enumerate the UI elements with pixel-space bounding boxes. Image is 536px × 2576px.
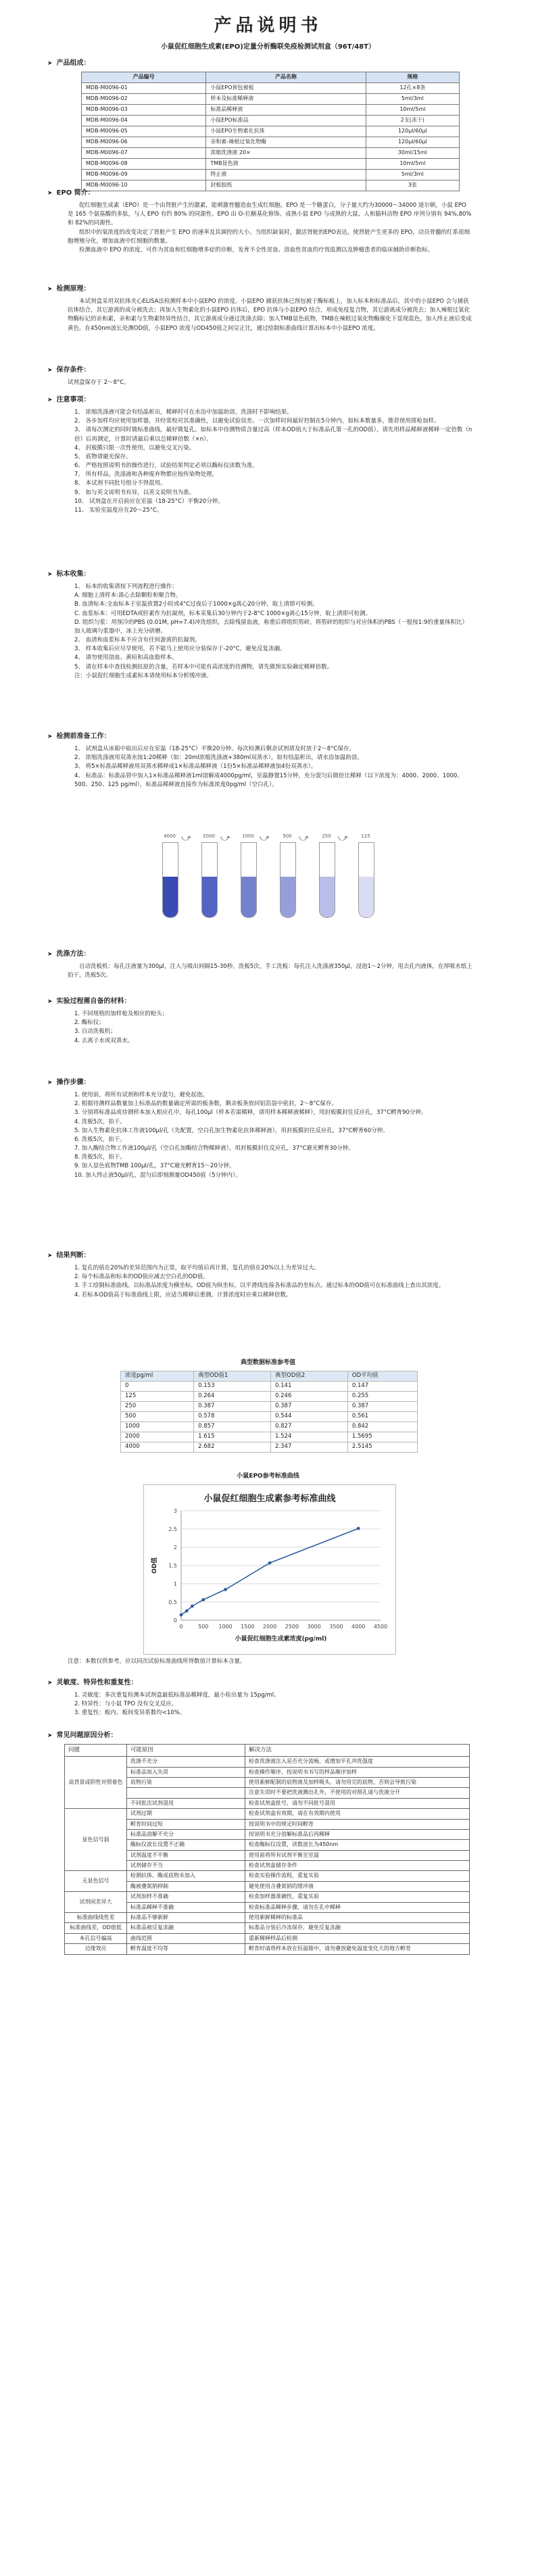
section-wash: ➤ 洗涤方法： — [47, 950, 91, 958]
dilution-tube — [162, 842, 178, 918]
table-cell: 0.153 — [194, 1382, 271, 1392]
operation-list — [74, 1091, 473, 1180]
list-item: 6. 洗板5次，拍干。 — [74, 1136, 126, 1143]
intro-para: 促红细胞生成素（EPO）是一个由肾脏产生的激素，能刺激骨髓造血生成红细胞。EPO 是一个糖蛋白，分子量大约为30000～34000 道尔顿，小鼠 EPO 是 165 个氨基酸的多肽，与人 EPO 有约 80% 的同源性。EPO 由 O-位糖基化修饰。成熟小鼠 EPO 与成熟的大鼠、人和猫科动物 EPO 序列分别有 94%,80%和 82%的同源性。 — [68, 202, 472, 227]
list-item: 4. 若标本OD值高于标准曲线上限，应适当稀释后重测，计算浓度时应乘以稀释倍数。 — [74, 1291, 292, 1298]
list-item: 3. 重复性：板内、板间变异系数均<10%。 — [74, 1709, 186, 1717]
table-cell: TMB显色液 — [206, 159, 366, 170]
table-cell: 0.387 — [271, 1402, 348, 1412]
list-item: 5、 底物请避光保存。 — [74, 453, 132, 460]
list-item: 4、 请勿使用溶血、黄疸和高血脂样本。 — [74, 654, 178, 662]
table-cell: 0.578 — [194, 1412, 271, 1422]
arrow-icon: ⤻ — [260, 833, 270, 844]
arrow-icon: ⤻ — [338, 833, 348, 844]
table-cell: MDB-M0096-06 — [82, 137, 206, 148]
y-tick-label: 1 — [173, 1581, 177, 1587]
principle-text: 本试剂盒采用双抗体夹心ELISA法检测样本中小鼠EPO 的浓度。小鼠EPO 捕获抗体已预包被于酶标板上，加入标本和标准品后，其中的小鼠EPO 会与捕获抗体结合，其它游离的成分被洗去；再加入生物素化的小鼠EPO 抗体后，EPO 抗体与小鼠EPO 结合，形成免疫复合物，其它游离成分被洗去；加入辣根过氧化物酶标记的亲和素，亲和素与生物素特异性结合，其它游离成分通过洗涤去除；加入TMB显色底物，TMB在辣根过氧化物酶催化下显现蓝色，加入终止液后变成黄色。在450nm波长处测OD值，小鼠EPO 浓度与OD450值之间呈正比，通过绘制标准曲线计算出标本中小鼠EPO 浓度。 — [68, 298, 472, 332]
table-cell: 样本及标准稀释液 — [206, 94, 366, 105]
list-item: 1. 灵敏度：多次重复检测本试剂盒最低标准品稀释度，最小检出量为 15pg/ml。 — [74, 1692, 280, 1699]
x-tick-label: 4000 — [351, 1624, 366, 1630]
table-cell: 0.857 — [194, 1422, 271, 1432]
solution-cell: 使用新鲜稀释的标准品 — [245, 1913, 470, 1923]
x-tick-label: 1000 — [218, 1624, 233, 1630]
y-axis-label: OD值 — [151, 1557, 158, 1574]
solution-cell: 检查试剂盒批号，请勿不同批号混用 — [245, 1798, 470, 1808]
tube-fill — [320, 877, 335, 917]
table-cell: 小鼠EPO生物素化抗体 — [206, 126, 366, 137]
chart-container — [143, 1484, 396, 1655]
table-cell: 0.827 — [271, 1422, 348, 1432]
table-cell: 10ml/5ml — [366, 159, 459, 170]
solution-cell: 注意失误时不要把洗液溅出孔外，不使用的对照孔请与洗液分开 — [245, 1788, 470, 1798]
list-item: 2. 每个标准品和标本的OD值应减去空白孔的OD值。 — [74, 1273, 209, 1281]
standard-table — [120, 1371, 418, 1453]
table-cell: 浓缩洗涤液 20× — [206, 148, 366, 159]
column-header: OD平均值 — [347, 1371, 417, 1382]
table-cell: 500 — [121, 1412, 194, 1422]
section-operation: ➤ 操作步骤： — [47, 1079, 91, 1086]
table-cell: 30ml/15ml — [366, 148, 459, 159]
column-header: 产品名称 — [206, 72, 366, 83]
table-cell: MDB-M0096-07 — [82, 148, 206, 159]
list-item: 4. 洗板5次，拍干。 — [74, 1118, 126, 1125]
cause-cell: 检测抗体、酶或底物未加入 — [127, 1871, 245, 1881]
data-point — [191, 1605, 194, 1608]
list-item: 3. 手工绘制标准曲线。以标准品浓度为横坐标，OD值为纵坐标，以平滑线连接各标准品的坐标点。通过标本的OD值可在标准曲线上查出其浓度。 — [74, 1282, 445, 1290]
cause-cell: 标准品被反复冻融 — [127, 1923, 245, 1933]
table-row — [82, 105, 460, 116]
cause-cell: 不同批次试剂混用 — [127, 1798, 245, 1808]
table-cell: 120μl/60μl — [366, 126, 459, 137]
table-row — [82, 148, 460, 159]
section-sensitivity: ➤ 灵敏度、特异性和重复性： — [47, 1679, 138, 1686]
table-cell: 0.561 — [347, 1412, 417, 1422]
list-item: 4、 标准品：标准品管中加入1×标准品稀释液1ml溶解成4000pg/ml，室温静置15分钟，充分混匀后做倍比稀释（以下浓度为：4000、2000、1000、500、250、125 pg/ml），标准品稀释液直接作为标准浓度0pg/ml（空白孔）。 — [74, 772, 463, 788]
solution-cell: 重新稀释样品后检测 — [245, 1933, 470, 1943]
list-item: 2. 特异性：与小鼠 TPO 没有交叉反应。 — [74, 1701, 178, 1708]
tube-fill — [202, 877, 217, 917]
table-cell: 0.246 — [271, 1392, 348, 1402]
table-cell: 0 — [121, 1382, 194, 1392]
dilution-tube — [319, 842, 335, 918]
problem-cell: 边缘效应 — [65, 1944, 127, 1954]
list-item: A. 细胞上清样本:离心去除颗粒和聚合物。 — [74, 592, 182, 600]
storage-text: 试剂盒保存于 2～8°C。 — [68, 379, 130, 386]
list-item: 10. 加入终止液50μl/孔，混匀后即刻测量OD450值（5分钟内）。 — [74, 1171, 241, 1179]
intro-text — [68, 201, 473, 255]
dilution-tube — [280, 842, 296, 918]
table-cell: 0.147 — [347, 1382, 417, 1392]
tube-label: 250 — [322, 833, 331, 839]
cause-cell: 底物污染 — [127, 1777, 245, 1787]
cause-cell: 孵育时间过短 — [127, 1819, 245, 1829]
solution-cell: 使用新鲜配制的底物液及加样吸头，请勿用完的底物，否则会导致污染 — [245, 1777, 470, 1787]
list-item: 1. 使用前，将所有试剂和样本充分混匀，避免起泡。 — [74, 1092, 208, 1098]
data-point — [268, 1561, 272, 1565]
table-cell: 250 — [121, 1402, 194, 1412]
table-cell: 1000 — [121, 1422, 194, 1432]
solution-cell: 检查洗涤液注入是否充分流畅，或增加平孔冲洗强度 — [245, 1757, 470, 1767]
section-prep: ➤ 检测前准备工作： — [47, 733, 111, 740]
table-row — [121, 1392, 418, 1402]
table-cell: 1.5695 — [347, 1432, 417, 1442]
table-cell: MDB-M0096-09 — [82, 170, 206, 180]
table-cell: MDB-M0096-01 — [82, 83, 206, 94]
table-cell: 5ml/3ml — [366, 94, 459, 105]
y-tick-label: 3 — [173, 1508, 177, 1514]
table-row — [82, 159, 460, 170]
list-item: 1. 复孔的值在20%的差异范围内为正常，取平均值后再计算，复孔的值在20%以上为差异过大。 — [74, 1265, 320, 1271]
problem-cell: 高背景或阴性对照着色 — [65, 1757, 127, 1809]
list-item: 3. 自动洗板机； — [74, 1028, 116, 1036]
cause-cell: 试剂过期 — [127, 1809, 245, 1819]
x-tick-label: 500 — [198, 1624, 209, 1630]
table-cell: 120μl/60μl — [366, 137, 459, 148]
table-cell: 0.842 — [347, 1422, 417, 1432]
column-header: 典型OD值2 — [271, 1371, 348, 1382]
table-cell: 12孔×8条 — [366, 83, 459, 94]
list-item: 注：小鼠促红细胞生成素标本请使用标本分析缓冲液。 — [74, 672, 213, 679]
list-item: 2. 根据待测样品数量加上标准品的数量确定所需的板条数，剩余板条放回铝箔袋中密封，2～8°C保存。 — [74, 1100, 337, 1108]
table-cell: 10ml/5ml — [366, 105, 459, 116]
intro-para: 组织中的氧浓度的改变决定了肾脏产生 EPO 的速率及其调控的大小。当组织缺氧时，激活肾脏的EPO表达，使肾脏产生更多的 EPO，动员骨髓的红系祖细胞增殖分化，增加血液中红细胞的数量。 — [68, 228, 470, 245]
list-item: B. 血清标本:全血标本于室温放置2小时或4°C过夜后于1000×g离心20分钟，取上清即可检测。 — [74, 601, 318, 608]
list-item: 7、 所有样品，洗涤液和各种废弃物都应按传染物处理。 — [74, 471, 218, 479]
cause-cell: 洗涤不充分 — [127, 1757, 245, 1767]
wash-text: 自动洗板机：每孔注液量为300μl，注入与吸出间隔15-30秒，洗板5次。手工洗板：每孔注入洗涤液350μl，浸泡1～2分钟，甩去孔内液体，在厚吸水纸上拍干，洗板5次。 — [68, 963, 472, 979]
column-header: 解决方法 — [245, 1745, 470, 1757]
table-row — [65, 1944, 470, 1954]
x-tick-label: 3500 — [329, 1624, 343, 1630]
table-row — [82, 137, 460, 148]
solution-cell: 使用前将所有试剂平衡至室温 — [245, 1850, 470, 1860]
table-cell: 标准品稀释液 — [206, 105, 366, 116]
y-tick-label: 0 — [173, 1618, 177, 1624]
faq-table — [64, 1744, 470, 1955]
x-tick-label: 4500 — [373, 1624, 388, 1630]
cause-cell: 标准品不够新鲜 — [127, 1913, 245, 1923]
solution-cell: 按说明书充分溶解标准品后再稀释 — [245, 1829, 470, 1839]
std-table-title: 典型数据标准参考值 — [240, 1359, 295, 1366]
solution-cell: 标准品分装后冷冻保存，避免反复冻融 — [245, 1923, 470, 1933]
x-tick-label: 2000 — [262, 1624, 277, 1630]
table-cell: MDB-M0096-10 — [82, 180, 206, 191]
list-item: 1. 不同规格的加样枪及相应的枪头； — [74, 1011, 168, 1017]
table-cell: MDB-M0096-02 — [82, 94, 206, 105]
table-cell: 0.544 — [271, 1412, 348, 1422]
table-cell: MDB-M0096-05 — [82, 126, 206, 137]
table-cell: 0.387 — [347, 1402, 417, 1412]
section-intro: ➤ EPO 简介： — [47, 189, 95, 197]
equipment-list — [74, 1010, 473, 1046]
column-header: 规格 — [366, 72, 459, 83]
table-cell: 0.141 — [271, 1382, 348, 1392]
table-cell: 2000 — [121, 1432, 194, 1442]
list-item: 8. 洗板5次，拍干。 — [74, 1154, 126, 1161]
list-item: 1、 标本的收集请按下列流程进行操作： — [74, 583, 178, 590]
solution-cell: 检查标准品稀释步骤，请勿在孔中稀释 — [245, 1902, 470, 1912]
y-tick-label: 2 — [173, 1545, 177, 1551]
column-header: 产品编号 — [82, 72, 206, 83]
table-row — [65, 1933, 470, 1943]
list-item: 11、 实验室温度应在20～25°C。 — [74, 506, 163, 514]
data-point — [357, 1527, 360, 1530]
problem-cell: 标准曲线差，OD值低 — [65, 1923, 127, 1933]
table-cell: 0.387 — [194, 1402, 271, 1412]
section-composition: ➤ 产品组成： — [47, 59, 91, 67]
document-title: 产品说明书 — [214, 16, 322, 36]
table-cell: 终止液 — [206, 170, 366, 180]
table-cell: 125 — [121, 1392, 194, 1402]
table-row — [82, 94, 460, 105]
table-row — [82, 170, 460, 180]
tube-label: 500 — [283, 833, 292, 839]
prep-list — [74, 745, 473, 789]
sensitivity-list — [74, 1691, 473, 1718]
data-point — [185, 1609, 189, 1613]
chart-title: 小鼠促红细胞生成素参考标准曲线 — [203, 1494, 336, 1504]
cause-cell: 酶标仪波长设置不正确 — [127, 1840, 245, 1850]
table-row — [82, 126, 460, 137]
list-item: 1、 浓缩洗涤液可能会有结晶析出，稀释时可在水浴中加温助溶，洗涤时不影响结果。 — [74, 409, 293, 416]
solution-cell: 检查试剂盒有效期，请在有效期内使用 — [245, 1809, 470, 1819]
intro-para: 检测血液中 EPO 的浓度，可作为贫血和红细胞增多症的诊断，发育不全性贫血、溶血性贫血的疗效监测以及肿瘤患者的临床辅助诊断指标。 — [79, 246, 434, 253]
tube-label: 4000 — [164, 833, 176, 839]
list-item: 6、 严格按照说明书的操作进行，试验结果判定必须以酶标仪读数为准。 — [74, 462, 258, 470]
chart-note: 注意：本数仅供参考，应以同次试验标准曲线所得数值计算标本含量。 — [68, 1658, 246, 1665]
table-row — [121, 1412, 418, 1422]
table-cell: 3张 — [366, 180, 459, 191]
composition-table — [81, 72, 460, 191]
table-cell: 0.264 — [194, 1392, 271, 1402]
sample-list — [74, 583, 473, 681]
cause-cell: 酶被叠氮钠抑制 — [127, 1881, 245, 1891]
table-cell: 2.347 — [271, 1442, 348, 1453]
arrow-icon: ⤻ — [299, 833, 309, 844]
cause-cell: 试剂温度不平衡 — [127, 1850, 245, 1860]
arrow-icon: ⤻ — [181, 833, 191, 844]
list-item: 2、 血清和血浆标本不应含有任何游离的抗凝剂。 — [74, 637, 201, 644]
dilution-tube — [358, 842, 374, 918]
list-item: 3、 样本收集后应尽早使用，若不能马上使用应分装保存于-20°C，避免反复冻融。 — [74, 646, 286, 653]
tube-fill — [281, 877, 295, 917]
solution-cell: 检查加样器准确性，重复实验 — [245, 1892, 470, 1902]
section-storage: ➤ 保存条件： — [47, 366, 91, 374]
list-item: 2、 各步加样均应使用加样器，并经常校对其准确性，以避免试验误差。一次加样时间最好控制在5分钟内，如标本数量多，推荐使用排枪加样。 — [74, 418, 440, 425]
list-item: D. 组织匀浆：用预冷的PBS (0.01M, pH=7.4)冲洗组织，去除残留血液，称重后将组织剪碎。将剪碎的组织与对应体积的PBS（一般按1:9的重量体积比）加入玻璃匀浆器中，冰上充分研磨。 — [74, 618, 468, 635]
table-row — [65, 1923, 470, 1933]
arrow-icon: ⤻ — [220, 833, 230, 844]
table-cell: MDB-M0096-08 — [82, 159, 206, 170]
solution-cell: 检查实验操作流程，重复实验 — [245, 1871, 470, 1881]
section-notes: ➤ 注意事项： — [47, 396, 91, 404]
table-row — [82, 180, 460, 191]
list-item: 3、 请每次测定的同时做标准曲线，最好做复孔。如标本中待测物质含量过高（样本OD值大于标准品孔第一孔的OD值），请先用样品稀释液稀释一定倍数（n倍）后再测定，计算时请最后乘以总稀释倍数（×n）。 — [74, 427, 472, 443]
y-tick-label: 2.5 — [168, 1526, 177, 1532]
y-tick-label: 0.5 — [168, 1599, 177, 1605]
table-row — [121, 1432, 418, 1442]
cause-cell: 试剂加样不准确 — [127, 1892, 245, 1902]
cause-cell: 标准品加入失误 — [127, 1767, 245, 1777]
solution-cell: 孵育时请将样本放在恒温箱中，请勿叠放避免温度变化大的地方孵育 — [245, 1944, 470, 1954]
list-item: 4. 去离子水或双蒸水。 — [74, 1037, 134, 1044]
table-cell: 5ml/3ml — [366, 170, 459, 180]
section-equipment: ➤ 实验过程需自备的材料： — [47, 998, 131, 1005]
list-item: 4、 封板膜只限一次性使用，以避免交叉污染。 — [74, 444, 195, 452]
list-item: 8、 本试剂不同批号组分不得混用。 — [74, 480, 166, 487]
table-row — [121, 1422, 418, 1432]
list-item: 9. 加入显色底物TMB 100μl/孔，37°C避光孵育15～20分钟。 — [74, 1163, 235, 1170]
solution-cell: 检查操作顺序，按说明书书写的样品顺序加样 — [245, 1767, 470, 1777]
cause-cell: 试剂储存不当 — [127, 1861, 245, 1871]
table-cell: 亲和素-辣根过氧化物酶 — [206, 137, 366, 148]
tube-fill — [163, 877, 178, 917]
table-cell: 1.615 — [194, 1432, 271, 1442]
column-header: 典型OD值1 — [194, 1371, 271, 1382]
list-item: 5、 请在样本中查找检测抗原的含量，若样本中可能有高浓度的待测物，请先做预实验确定稀释倍数。 — [74, 663, 333, 671]
cause-cell: 孵育温度不均等 — [127, 1944, 245, 1954]
x-tick-label: 3000 — [307, 1624, 321, 1630]
problem-cell: 试剂间差异大 — [65, 1892, 127, 1913]
x-tick-label: 2500 — [285, 1624, 299, 1630]
problem-cell: 显色信号弱 — [65, 1809, 127, 1871]
table-cell: 2支(冻干) — [366, 116, 459, 126]
dilution-diagram — [162, 833, 392, 927]
data-point — [201, 1598, 205, 1601]
problem-cell: 无显色信号 — [65, 1871, 127, 1892]
document-subtitle: 小鼠促红细胞生成素(EPO)定量分析酶联免疫检测试剂盒（96T/48T） — [161, 43, 375, 51]
section-sample: ➤ 标本收集： — [47, 570, 91, 578]
solution-cell: 检查酶标仪设置，读数波长为450nm — [245, 1840, 470, 1850]
dilution-tube — [241, 842, 257, 918]
table-cell: 1.524 — [271, 1432, 348, 1442]
solution-cell: 避免使用含叠氮钠的缓冲液 — [245, 1881, 470, 1891]
tube-fill — [241, 877, 256, 917]
table-cell: 小鼠EPO标准品 — [206, 116, 366, 126]
problem-cell: 标准曲线线性差 — [65, 1913, 127, 1923]
list-item: 2. 酶标仪； — [74, 1019, 105, 1027]
chart-caption: 小鼠EPO参考标准曲线 — [237, 1473, 299, 1480]
list-item: 5. 加入生物素化抗体工作液100μl/孔（先配置，空白孔加生物素化抗体稀释液），用封板膜封住反应孔，37°C孵育60分钟。 — [74, 1127, 389, 1134]
section-calc: ➤ 结果判断： — [47, 1252, 91, 1259]
tube-label: 2000 — [203, 833, 215, 839]
x-axis-label: 小鼠促红细胞生成素浓度(pg/ml) — [235, 1636, 327, 1643]
cause-cell: 标准品稀释不准确 — [127, 1902, 245, 1912]
section-faq: ➤ 常见问题原因分析： — [47, 1732, 118, 1739]
list-item: 7. 加入酶结合物工作液100μl/孔（空白孔加酶结合物稀释液），用封板膜封住反应孔，37°C避光孵育30分钟。 — [74, 1145, 354, 1152]
column-header: 问题 — [65, 1745, 127, 1757]
solution-cell: 检查试剂盒储存条件 — [245, 1861, 470, 1871]
dilution-tube — [201, 842, 218, 918]
table-cell: 4000 — [121, 1442, 194, 1453]
table-cell: 封板胶纸 — [206, 180, 366, 191]
x-tick-label: 0 — [179, 1624, 183, 1630]
tube-fill — [359, 877, 374, 917]
x-tick-label: 1500 — [241, 1624, 255, 1630]
list-item: C. 血浆标本：可用EDTA或肝素作为抗凝剂，标本采集后30分钟内于2-8°C 1000×g离心15分钟，取上清即可检测。 — [74, 610, 372, 617]
table-row — [82, 116, 460, 126]
y-tick-label: 1.5 — [168, 1563, 177, 1569]
table-cell: 0.255 — [347, 1392, 417, 1402]
table-row — [65, 1913, 470, 1923]
table-row — [65, 1892, 470, 1902]
column-header: 可能原因 — [127, 1745, 245, 1757]
list-item: 3、 将5×标准品稀释液用双蒸水稀释成1×标准品稀释液（1份5×标准品稀释液加4份双蒸水）。 — [74, 763, 317, 771]
cause-cell: 标准品溶解不充分 — [127, 1829, 245, 1839]
standard-curve-chart — [144, 1485, 395, 1654]
list-item: 10、 试剂盒在开启前应在室温（18-25°C）平衡20分钟。 — [74, 497, 224, 505]
table-cell: MDB-M0096-03 — [82, 105, 206, 116]
table-cell: 2.682 — [194, 1442, 271, 1453]
table-row — [82, 83, 460, 94]
tube-label: 1000 — [242, 833, 254, 839]
table-row — [121, 1402, 418, 1412]
table-row — [65, 1809, 470, 1819]
cause-cell: 曲线范围 — [127, 1933, 245, 1943]
list-item: 2、 浓缩洗涤液用双蒸水按1:20稀释（如：20ml浓缩洗涤液+380ml双蒸水），如有结晶析出，请水浴加温助溶。 — [74, 754, 363, 762]
tube-label: 125 — [361, 833, 370, 839]
table-cell: 小鼠EPO预包被板 — [206, 83, 366, 94]
problem-cell: 本孔信号偏高 — [65, 1933, 127, 1943]
notes-list — [74, 408, 473, 515]
solution-cell: 按说明书中的规定时间孵育 — [245, 1819, 470, 1829]
section-principle: ➤ 检测原理： — [47, 285, 91, 293]
table-row — [65, 1757, 470, 1767]
table-cell: MDB-M0096-04 — [82, 116, 206, 126]
list-item: 9、 如与英文说明书有异，以英文说明书为准。 — [74, 489, 195, 496]
data-point — [224, 1588, 227, 1591]
table-row — [121, 1442, 418, 1453]
data-point — [180, 1613, 183, 1617]
calc-list — [74, 1264, 473, 1300]
table-cell: 2.5145 — [347, 1442, 417, 1453]
cause-cell — [127, 1788, 245, 1798]
table-row — [65, 1871, 470, 1881]
list-item: 1、 试剂盒从冰箱中取出后应在室温（18-25°C）平衡20分钟。每次检测后剩余试剂请及时放于2～8°C保存。 — [74, 746, 355, 752]
table-row — [121, 1382, 418, 1392]
column-header: 浓度pg/ml — [121, 1371, 194, 1382]
list-item: 3. 分别将标准品或待测样本加入相应孔中，每孔100μl（样本若需稀释，请用样本稀释液稀释），用封板膜封住反应孔，37°C孵育90分钟。 — [74, 1109, 427, 1117]
